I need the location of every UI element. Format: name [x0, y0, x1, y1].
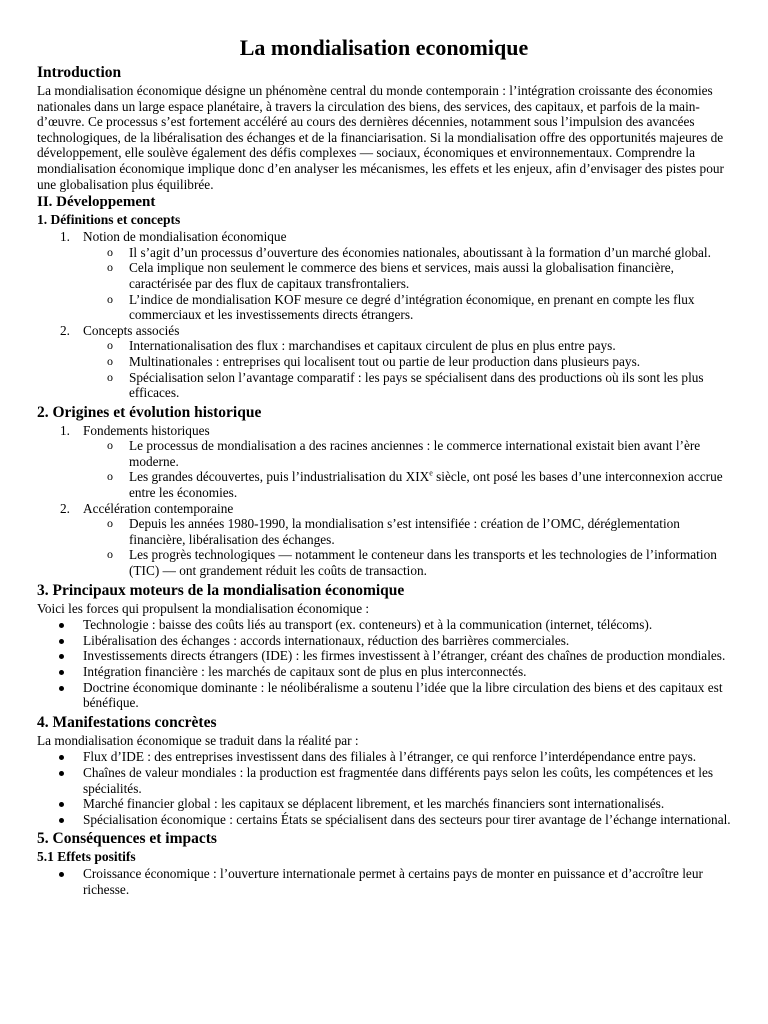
bullet-text: Marché financier global : les capitaux se déplacent librement, et les marchés financiers sont internationalisés.	[83, 796, 665, 812]
bullet-dot-icon	[59, 755, 64, 760]
sub-list-text: siècle, ont posé les bases d’une interconnexion accrue entre les économies.	[129, 469, 723, 501]
bullet-item	[37, 765, 731, 796]
section-2-heading: 2. Origines et évolution historique	[37, 403, 262, 421]
list-item-label: Accélération contemporaine	[83, 500, 234, 516]
bullet-dot-icon	[59, 818, 64, 823]
bullet-text: Chaînes de valeur mondiales : la production est fragmentée dans différents pays selon les coûts, les compétences et les spécialités.	[83, 764, 714, 796]
sub-list-item	[83, 547, 731, 578]
circle-bullet-icon: o	[107, 338, 113, 353]
bullet-item	[37, 617, 731, 633]
sub-list-text: Les progrès technologiques — notamment le conteneur dans les transports et les technologies de l’information (TIC) — ont grandement réduit les coûts de transaction.	[129, 547, 717, 579]
list-item	[37, 423, 731, 501]
bullet-item	[37, 633, 731, 649]
section-3-lead: Voici les forces qui propulsent la mondialisation économique :	[37, 600, 370, 616]
list-marker: 2.	[60, 500, 70, 516]
document-title: La mondialisation economique	[239, 35, 529, 60]
circle-bullet-icon: o	[107, 260, 113, 275]
intro-paragraph: La mondialisation économique désigne un phénomène central du monde contemporain : l’intégration croissante des économies nationales dans un large espace planétaire, à travers la circulation des biens, des services, des capitaux, et parfois de la main-d’œuvre. Ce processus s’est fortement accéléré au cours des dernières décennies, notamment sous l’impulsion des avancées technologiques, de la libéralisation des échanges et de la financiarisation. Si la mondialisation offre des opportunités majeures de développement, elle soulève également des défis complexes — sociaux, économiques et environnementaux. Comprendre la mondialisation économique implique donc d’en analyser les mécanismes, les effets et les enjeux, afin d’envisager des pistes pour une globalisation plus équilibrée.	[37, 83, 724, 192]
bullet-item	[37, 664, 731, 680]
bullet-text: Croissance économique : l’ouverture internationale permet à certains pays de monter en puissance et d’accroître leur richesse.	[83, 866, 703, 897]
sub-list	[83, 438, 731, 500]
sub-list-item	[83, 469, 731, 500]
bullet-item	[37, 749, 731, 765]
sub-list-item	[83, 516, 731, 547]
sub-list	[83, 516, 731, 578]
section-5-bullets	[37, 866, 731, 897]
bullet-text: Libéralisation des échanges : accords internationaux, réduction des barrières commerciales.	[83, 632, 570, 648]
intro-heading: Introduction	[37, 64, 122, 81]
list-marker: 2.	[60, 322, 70, 338]
circle-bullet-icon: o	[107, 291, 113, 306]
bullet-text: Flux d’IDE : des entreprises investissent dans des filiales à l’étranger, ce qui renforce l’interdépendance entre pays.	[83, 749, 697, 765]
sub-list-item	[83, 354, 731, 370]
bullet-dot-icon	[59, 623, 64, 628]
bullet-dot-icon	[59, 771, 64, 776]
sub-list-text: Multinationales : entreprises qui localisent tout ou partie de leur production dans plusieurs pays.	[129, 353, 641, 369]
list-item	[37, 323, 731, 401]
list-marker: 1.	[60, 422, 70, 438]
sub-list-text: L’indice de mondialisation KOF mesure ce degré d’intégration économique, en prenant en compte les flux commerciaux et les investissements directs étrangers.	[129, 291, 695, 323]
sub-list-text: Le processus de mondialisation a des racines anciennes : le commerce international existait bien avant l’ère moderne.	[129, 438, 701, 469]
bullet-dot-icon	[59, 802, 64, 807]
circle-bullet-icon: o	[107, 438, 113, 453]
sub-list-text: Cela implique non seulement le commerce des biens et services, mais aussi la globalisation financière, caractérisée par des flux de capitaux transfrontaliers.	[129, 260, 675, 291]
bullet-dot-icon	[59, 686, 64, 691]
list-item-label: Fondements historiques	[83, 422, 210, 438]
sub-list-item	[83, 292, 731, 323]
bullet-text: Investissements directs étrangers (IDE) : les firmes investissent à l’étranger, créant des chaînes de production mondiales.	[83, 648, 726, 664]
sub-list-item	[83, 260, 731, 291]
bullet-item	[37, 812, 731, 828]
bullet-dot-icon	[59, 872, 64, 877]
sub-list-item	[83, 438, 731, 469]
list-item	[37, 229, 731, 323]
sub-list-text: Spécialisation selon l’avantage comparatif : les pays se spécialisent dans des productions où ils sont les plus efficaces.	[129, 369, 704, 401]
list-item-label: Notion de mondialisation économique	[83, 229, 287, 245]
section-1-list	[37, 229, 731, 401]
section-2-list	[37, 423, 731, 579]
development-heading: II. Développement	[37, 194, 156, 211]
section-3-bullets	[37, 617, 731, 711]
list-item	[37, 501, 731, 579]
sub-list-text: Il s’agit d’un processus d’ouverture des économies nationales, aboutissant à la formation d’un marché global.	[129, 244, 711, 260]
bullet-item	[37, 680, 731, 711]
section-3-heading: 3. Principaux moteurs de la mondialisation économique	[37, 581, 405, 599]
section-1-heading: 1. Définitions et concepts	[37, 212, 181, 228]
sub-list	[83, 338, 731, 400]
section-4-lead: La mondialisation économique se traduit dans la réalité par :	[37, 732, 359, 748]
circle-bullet-icon: o	[107, 469, 113, 484]
circle-bullet-icon: o	[107, 516, 113, 531]
circle-bullet-icon: o	[107, 547, 113, 562]
bullet-item	[37, 648, 731, 664]
sub-list-item	[83, 370, 731, 401]
bullet-text: Technologie : baisse des coûts liés au transport (ex. conteneurs) et à la communication (internet, télécoms).	[83, 617, 653, 633]
section-5-1-heading: 5.1 Effets positifs	[37, 849, 136, 865]
bullet-item	[37, 796, 731, 812]
circle-bullet-icon: o	[107, 369, 113, 384]
list-marker: 1.	[60, 229, 70, 245]
circle-bullet-icon: o	[107, 353, 113, 368]
sub-list-item	[83, 338, 731, 354]
sub-list-item	[83, 245, 731, 261]
bullet-text: Doctrine économique dominante : le néolibéralisme a soutenu l’idée que la libre circulation des biens et des capitaux est bénéfique.	[83, 679, 723, 711]
bullet-text: Intégration financière : les marchés de capitaux sont de plus en plus interconnectés.	[83, 664, 527, 679]
section-4-bullets	[37, 749, 731, 827]
section-4-heading: 4. Manifestations concrètes	[37, 713, 217, 731]
bullet-text: Spécialisation économique : certains États se spécialisent dans des secteurs pour tirer avantage de l’échange international.	[83, 811, 731, 827]
circle-bullet-icon: o	[107, 244, 113, 259]
bullet-item	[37, 866, 731, 897]
sub-list	[83, 245, 731, 323]
bullet-dot-icon	[59, 654, 64, 659]
section-5-heading: 5. Conséquences et impacts	[37, 830, 217, 848]
bullet-dot-icon	[59, 670, 64, 675]
list-item-label: Concepts associés	[83, 322, 180, 338]
bullet-dot-icon	[59, 639, 64, 644]
ordinal-superscript: e	[429, 469, 433, 479]
sub-list-text: Internationalisation des flux : marchandises et capitaux circulent de plus en plus entre pays.	[129, 338, 616, 354]
sub-list-text: Depuis les années 1980-1990, la mondialisation s’est intensifiée : création de l’OMC, déréglementation financière, libéralisation des échanges.	[129, 516, 680, 547]
sub-list-text: Les grandes découvertes, puis l’industrialisation du XIX	[129, 469, 430, 485]
